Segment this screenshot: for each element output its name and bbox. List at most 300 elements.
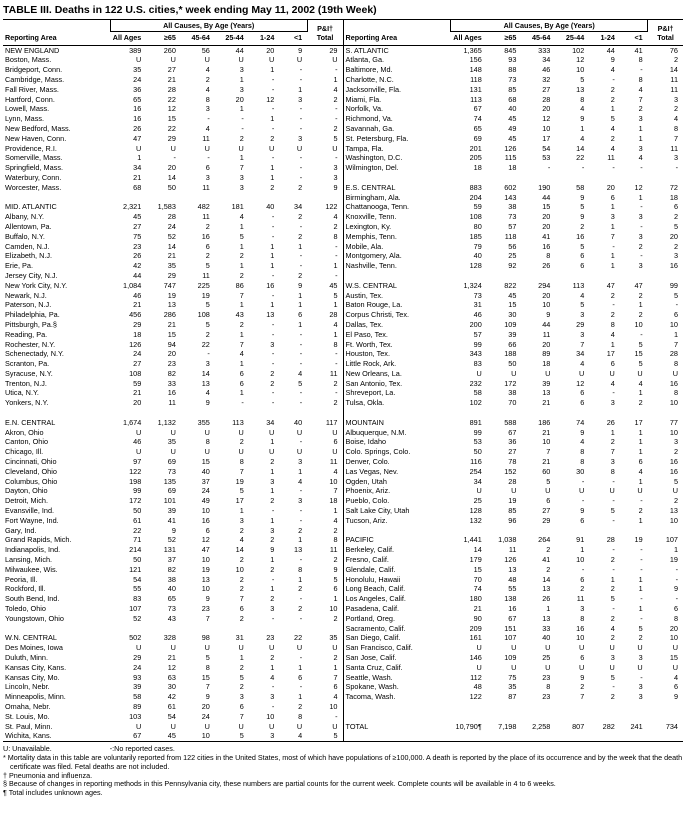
value-cell: 8 [333,339,338,349]
value-cell: 12 [576,378,585,388]
value-cell: 1,441 [463,535,482,545]
pi-total-label: Total [316,33,334,42]
value-cell: U [332,427,338,437]
reporting-area-cell: Richmond, Va. [345,114,393,124]
value-cell: 4 [610,623,615,633]
reporting-area-cell: Austin, Tex. [345,290,384,300]
pi-label: P&I† [317,24,334,34]
value-cell: 74 [576,417,585,427]
value-cell: 456 [129,310,142,320]
value-cell: - [271,290,275,300]
value-cell: 2 [580,584,585,594]
city-row [344,545,684,555]
value-cell: - [299,221,303,231]
value-cell: 21 [542,427,551,437]
value-cell: 3 [638,653,643,662]
value-cell: 10 [669,427,678,437]
value-cell: 37 [167,555,176,565]
city-row [3,281,343,291]
value-cell: 2 [270,535,275,545]
value-cell: 135 [163,476,176,486]
value-cell: 15 [669,653,678,662]
value-cell: 40 [266,202,275,212]
value-cell: - [581,496,585,506]
city-row [3,447,343,457]
city-row [344,506,684,516]
value-cell: 44 [542,319,551,329]
reporting-area-header: Reporting Area [344,20,451,45]
value-cell: 18 [329,496,338,506]
value-cell: 10 [576,65,585,75]
city-row [3,467,343,477]
value-cell: 131 [163,545,176,555]
value-cell: - [675,564,678,574]
value-cell: 7 [239,290,244,300]
value-cell: 355 [197,417,210,427]
value-cell: 2 [270,594,275,604]
value-cell: 10 [201,731,210,741]
value-cell: 5 [673,476,678,486]
value-cell: 4 [638,378,643,388]
value-cell: 16 [669,261,678,271]
value-cell: 5 [638,339,643,349]
value-cell: 28 [542,94,551,104]
value-cell: U [545,486,551,496]
value-cell: - [299,329,303,339]
value-cell: - [547,163,551,173]
city-row [3,496,343,506]
value-cell: 1 [239,241,244,251]
value-cell: - [299,172,303,182]
city-row [3,359,343,369]
value-cell: 40 [542,633,551,643]
region-row [344,418,684,428]
value-cell: 6 [580,251,585,261]
value-cell: 73 [508,212,517,222]
value-cell: 333 [538,45,551,55]
value-cell: 4 [205,84,210,94]
deaths-table-right [344,20,684,731]
value-cell: 1 [270,584,275,594]
value-cell: 10 [266,711,275,721]
value-cell: 101 [163,496,176,506]
city-row [344,340,684,350]
value-cell: U [476,486,482,496]
value-cell: 26 [133,123,142,133]
spacer-row [3,193,343,203]
city-row [344,251,684,261]
value-cell: 11 [576,594,585,604]
region-row [3,202,343,212]
value-cell: 6 [673,682,678,692]
value-cell: - [335,359,338,369]
value-cell: 57 [508,221,517,231]
value-cell: 87 [508,692,517,702]
city-row [344,398,684,408]
value-cell: 5 [610,114,615,124]
value-cell: U [269,447,275,457]
value-cell: 3 [298,94,303,104]
value-cell: 17 [542,133,551,143]
value-cell: 2 [205,251,210,261]
value-cell: 10 [542,437,551,447]
value-cell: 91 [576,535,585,545]
value-cell: 23 [167,359,176,369]
value-cell: 47 [634,280,643,290]
value-cell: 148 [469,65,482,75]
value-cell: 34 [294,202,303,212]
value-cell: 24 [201,711,210,721]
value-cell: 70 [473,574,482,584]
value-cell: 4 [298,731,303,741]
reporting-area-cell: Corpus Christi, Tex. [345,310,410,320]
value-cell: 5 [638,359,643,369]
value-cell: 50 [473,447,482,457]
value-cell: - [612,476,615,486]
footnote-mortality: * Mortality data in this table are voluntarily reported from 122 cities in the United States, most of which have populations of ≥100,000. A death is reported by the place of its occurrence and by the week that the death certificate was filed. Fetal deaths are not included. [3,752,683,771]
value-cell: 73 [473,290,482,300]
value-cell: 54 [133,574,142,584]
value-cell: 1 [239,104,244,114]
table-right-half [344,20,684,741]
value-cell: 2 [270,564,275,574]
value-cell: 67 [133,731,142,741]
value-cell: 25 [473,496,482,506]
reporting-area-cell: Baton Rouge, La. [345,300,403,310]
reporting-area-cell: Elizabeth, N.J. [5,251,53,261]
reporting-area-cell: Evansville, Ind. [5,506,55,516]
value-cell: 22 [294,633,303,643]
value-cell: 8 [239,457,244,467]
value-cell: 3 [205,172,210,182]
value-cell: 1 [270,163,275,173]
value-cell: 2 [673,55,678,65]
reporting-area-cell: Rockford, Ill. [5,584,46,594]
value-cell: 2 [610,555,615,565]
value-cell: 1 [270,437,275,447]
value-cell: U [545,368,551,378]
value-cell: 42 [167,692,176,702]
value-cell: 15 [634,349,643,359]
col-header-1-24: 1-24 [589,32,620,46]
value-cell: 2 [610,84,615,94]
value-cell: U [332,143,338,153]
value-cell: 2 [638,310,643,320]
value-cell: 108 [129,368,142,378]
value-cell: 1 [638,388,643,398]
value-cell: 7 [205,613,210,623]
value-cell: 8 [673,123,678,133]
value-cell: 37 [201,476,210,486]
city-row [344,222,684,232]
reporting-area-cell: Mobile, Ala. [345,241,384,251]
col-header-45-64: 45-64 [181,32,215,46]
value-cell: 8 [298,711,303,721]
city-row [344,300,684,310]
col-header-1-24: 1-24 [249,32,280,46]
value-cell: - [271,270,275,280]
value-cell: 41 [167,515,176,525]
value-cell: 107 [504,633,517,643]
city-row [3,575,343,585]
value-cell: 3 [673,251,678,261]
value-cell: U [136,447,142,457]
value-cell: 1 [333,300,338,310]
value-cell: - [299,153,303,163]
value-cell: 172 [129,496,142,506]
city-row [3,212,343,222]
value-cell: 3 [638,261,643,271]
value-cell: - [271,701,275,711]
value-cell: 21 [133,172,142,182]
reporting-area-cell: South Bend, Ind. [5,594,60,604]
value-cell: 121 [129,564,142,574]
value-cell: 19 [201,564,210,574]
value-cell: 294 [538,280,551,290]
reporting-area-cell: San Francisco, Calif. [345,643,413,653]
value-cell: 2 [270,182,275,192]
value-cell: 45 [329,280,338,290]
value-cell: 16 [508,604,517,614]
value-cell: 65 [133,94,142,104]
value-cell: 2 [239,555,244,565]
city-row [3,486,343,496]
value-cell: - [335,349,338,359]
value-cell: 6 [298,310,303,320]
value-cell: 2 [333,378,338,388]
value-cell: 55 [508,584,517,594]
city-row [3,545,343,555]
city-row [344,467,684,477]
value-cell: 2 [270,368,275,378]
city-row [344,104,684,114]
reporting-area-cell: Grand Rapids, Mich. [5,535,72,545]
value-cell: - [271,574,275,584]
value-cell: 4 [205,123,210,133]
city-row [344,95,684,105]
value-cell: 389 [129,45,142,55]
city-row [3,320,343,330]
reporting-area-cell: Camden, N.J. [5,241,50,251]
value-cell: 6 [580,261,585,271]
value-cell: 49 [201,496,210,506]
value-cell: 83 [473,359,482,369]
spacer-cell [3,193,343,203]
reporting-area-cell: TOTAL [345,721,369,731]
city-row [3,144,343,154]
value-cell: 5 [580,241,585,251]
reporting-area-cell: Des Moines, Iowa [5,643,63,653]
value-cell: 99 [133,486,142,496]
value-cell: 13 [201,378,210,388]
value-cell: 4 [239,535,244,545]
value-cell: 9 [580,212,585,222]
value-cell: - [335,65,338,75]
value-cell: 2 [673,447,678,457]
value-cell: 46 [473,310,482,320]
value-cell: - [581,163,585,173]
spacer-cell [344,526,684,536]
reporting-area-cell: Indianapolis, Ind. [5,545,61,555]
value-cell: U [637,662,643,672]
value-cell: U [672,643,678,653]
city-row [344,673,684,683]
value-cell: 12 [634,182,643,192]
reporting-area-cell: E.S. CENTRAL [345,182,396,192]
value-cell: 6 [298,672,303,682]
value-cell: 20 [266,45,275,55]
value-cell: 2 [610,613,615,623]
value-cell: 36 [508,437,517,447]
city-row [3,153,343,163]
value-cell: U [170,427,176,437]
value-cell: 2 [333,123,338,133]
value-cell: - [299,349,303,359]
value-cell: 2 [638,241,643,251]
value-cell: 2 [239,437,244,447]
reporting-area-cell: Syracuse, N.Y. [5,368,53,378]
value-cell: 21 [167,653,176,662]
city-row [344,584,684,594]
value-cell: 2 [546,545,551,555]
value-cell: 122 [129,466,142,476]
value-cell: 40 [201,466,210,476]
value-cell: 35 [167,261,176,271]
spacer-row [344,408,684,418]
value-cell: 20 [542,221,551,231]
city-row [3,526,343,536]
value-cell: 11 [202,133,210,143]
value-cell: 2 [673,212,678,222]
value-cell: 126 [504,143,517,153]
value-cell: 2 [638,506,643,516]
footnote-pennsylvania: § Because of changes in reporting methods in this Pennsylvania city, these numbers are partial counts for the current week. Complete counts will be available in 4 to 6 weeks. [3,779,556,789]
city-row [3,232,343,242]
value-cell: 39 [133,682,142,692]
value-cell: U [476,368,482,378]
value-cell: U [637,486,643,496]
value-cell: 6 [610,359,615,369]
value-cell: 2 [239,584,244,594]
reporting-area-cell: Albany, N.Y. [5,212,45,222]
value-cell: U [672,662,678,672]
value-cell: 35 [508,682,517,692]
value-cell: 8 [298,564,303,574]
value-cell: 6 [205,525,210,535]
value-cell: 47 [201,545,210,555]
value-cell: 16 [201,231,210,241]
value-cell: 12 [542,114,551,124]
value-cell: 13 [201,574,210,584]
value-cell: 58 [576,182,585,192]
reporting-area-cell: St. Petersburg, Fla. [345,133,409,143]
value-cell: 90 [473,613,482,623]
city-row [3,437,343,447]
city-row [344,594,684,604]
value-cell: 2 [270,653,275,662]
value-cell: 3 [270,476,275,486]
value-cell: 2 [638,398,643,408]
reporting-area-cell: Sacramento, Calif. [345,623,406,633]
value-cell: 78 [508,457,517,467]
value-cell: 7 [239,711,244,721]
value-cell: 2 [239,613,244,623]
reporting-area-cell: St. Louis, Mo. [5,711,50,721]
value-cell: 8 [610,319,615,329]
value-cell: 1 [298,574,303,584]
value-cell: 9 [673,692,678,702]
value-cell: 8 [580,447,585,457]
value-cell: 66 [508,339,517,349]
value-cell: 260 [163,45,176,55]
reporting-area-cell: W.S. CENTRAL [345,280,397,290]
city-row [3,457,343,467]
value-cell: U [296,55,303,65]
value-cell: 49 [508,123,517,133]
value-cell: 76 [669,45,678,55]
value-cell: 1 [298,300,303,310]
value-cell: 3 [270,339,275,349]
value-cell: 27 [542,84,551,94]
value-cell: 7 [239,594,244,604]
value-cell: - [675,163,678,173]
reporting-area-cell: Detroit, Mich. [5,496,48,506]
reporting-area-cell: NEW ENGLAND [5,45,60,55]
value-cell: 6 [580,398,585,408]
value-cell: 9 [298,280,303,290]
value-cell: 58 [473,388,482,398]
value-cell: 1 [298,290,303,300]
value-cell: U [511,486,517,496]
value-cell: - [299,114,303,124]
value-cell: 28 [167,84,176,94]
reporting-area-cell: Schenectady, N.Y. [5,349,64,359]
pi-total-header [648,20,683,45]
reporting-area-cell: Glendale, Calif. [345,564,396,574]
value-cell: U [296,447,303,457]
reporting-area-cell: Bridgeport, Conn. [5,65,63,75]
value-cell: 328 [163,633,176,643]
value-cell: 9 [205,594,210,604]
value-cell: 2 [673,241,678,251]
city-row [344,633,684,643]
spacer-row [344,271,684,281]
value-cell: 9 [580,427,585,437]
reporting-area-cell: Lowell, Mass. [5,104,50,114]
city-row [344,261,684,271]
value-cell: - [271,123,275,133]
reporting-area-header: Reporting Area [3,20,110,45]
value-cell: 4 [333,466,338,476]
city-row [3,349,343,359]
value-cell: 2 [638,104,643,114]
value-cell: 55 [133,584,142,594]
value-cell: U [204,721,210,731]
value-cell: 6 [610,192,615,202]
value-cell: 2 [610,310,615,320]
city-row [3,731,343,741]
value-cell: 2 [610,437,615,447]
value-cell: 10 [669,515,678,525]
value-cell: U [238,427,244,437]
value-cell: 2 [638,633,643,643]
value-cell: 1 [239,153,244,163]
reporting-area-cell: Cincinnati, Ohio [5,457,57,467]
value-cell: 1 [270,172,275,182]
value-cell: U [170,643,176,653]
reporting-area-cell: MID. ATLANTIC [5,202,57,212]
value-cell: 6 [673,310,678,320]
